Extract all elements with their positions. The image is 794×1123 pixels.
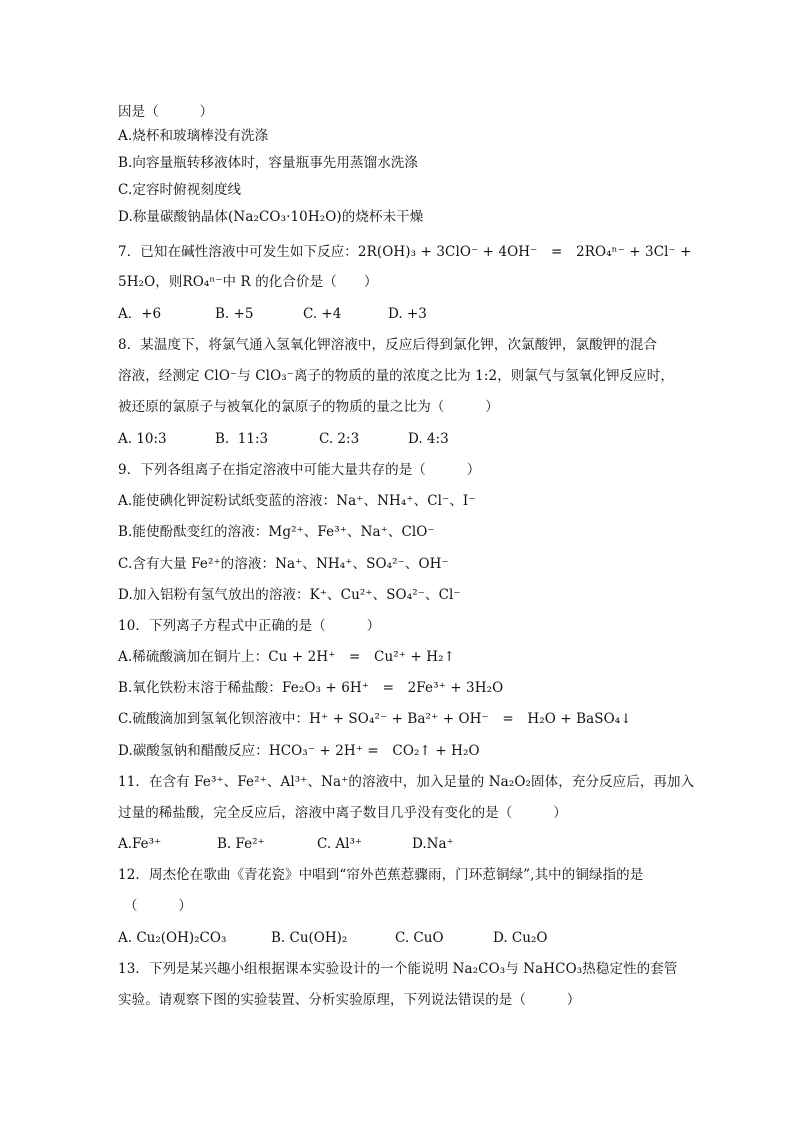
option-b: B. Cu(OH)₂ (271, 930, 348, 946)
option-line: B.氧化铁粉末溶于稀盐酸：Fe₂O₃ + 6H⁺ = 2Fe³⁺ + 3H₂O (118, 680, 504, 696)
option-c: C. Al³⁺ (317, 836, 363, 852)
question-13-text: 实验。请观察下图的实验装置、分析实验原理，下列说法错误的是（ ） (118, 992, 581, 1008)
option-line: B.能使酚酞变红的溶液：Mg²⁺、Fe³⁺、Na⁺、ClO⁻ (118, 524, 435, 540)
question-11-text: 过量的稀盐酸，完全反应后，溶液中离子数目几乎没有变化的是（ ） (118, 805, 567, 821)
option-line: C.含有大量 Fe²⁺的溶液：Na⁺、NH₄⁺、SO₄²⁻、OH⁻ (118, 556, 449, 572)
option-line: A.烧杯和玻璃棒没有洗涤 (118, 128, 269, 144)
option-line: D.加入铝粉有氢气放出的溶液：K⁺、Cu²⁺、SO₄²⁻、Cl⁻ (118, 587, 461, 603)
option-b: B. Fe²⁺ (217, 836, 265, 852)
option-c: C. +4 (303, 306, 342, 322)
option-line: A.稀硫酸滴加在铜片上：Cu + 2H⁺ = Cu²⁺ + H₂↑ (118, 649, 456, 665)
option-line: D.碳酸氢钠和醋酸反应：HCO₃⁻ + 2H⁺ = CO₂↑ + H₂O (118, 743, 480, 759)
question-10-text: 10．下列离子方程式中正确的是（ ） (118, 618, 381, 634)
option-d: D. 4:3 (408, 431, 449, 447)
option-d: D. +3 (388, 306, 427, 322)
option-a: A. Cu₂(OH)₂CO₃ (118, 930, 227, 946)
question-9-text: 9．下列各组离子在指定溶液中可能大量共存的是（ ） (118, 462, 481, 478)
option-line: C.定容时俯视刻度线 (118, 182, 242, 198)
question-8-text: 8．某温度下，将氯气通入氢氧化钾溶液中，反应后得到氯化钾，次氯酸钾，氯酸钾的混合 (118, 337, 658, 353)
option-line: D.称量碳酸钠晶体(Na₂CO₃·10H₂O)的烧杯未干燥 (118, 209, 424, 225)
option-c: C. 2:3 (319, 431, 360, 447)
option-line: C.硫酸滴加到氢氧化钡溶液中：H⁺ + SO₄²⁻ + Ba²⁺ + OH⁻ = H₂O + BaSO₄↓ (118, 711, 632, 727)
option-a: A.Fe³⁺ (118, 836, 162, 852)
question-7-text: 5H₂O，则RO₄ⁿ⁻中 R 的化合价是（ ） (118, 274, 378, 290)
question-11-text: 11．在含有 Fe³⁺、Fe²⁺、Al³⁺、Na⁺的溶液中，加入足量的 Na₂O₂固体，充分反应后，再加入 (118, 774, 695, 790)
option-d: D.Na⁺ (412, 836, 454, 852)
option-d: D. Cu₂O (493, 930, 548, 946)
question-12-text: 12．周杰伦在歌曲《青花瓷》中唱到“帘外芭蕉惹骤雨，门环惹铜绿”,其中的铜绿指的是 (118, 867, 644, 883)
question-8-text: 被还原的氯原子与被氧化的氯原子的物质的量之比为（ ） (118, 399, 499, 415)
answer-blank: （ ） (124, 898, 192, 914)
question-13-text: 13．下列是某兴趣小组根据课本实验设计的一个能说明 Na₂CO₃与 NaHCO₃热稳定性的套管 (118, 961, 678, 977)
option-line: A.能使碘化钾淀粉试纸变蓝的溶液：Na⁺、NH₄⁺、Cl⁻、I⁻ (118, 493, 476, 509)
option-a: A．+6 (118, 306, 162, 322)
question-8-text: 溶液，经测定 ClO⁻与 ClO₃⁻离子的物质的量的浓度之比为 1:2，则氯气与氢氧化钾反应时， (118, 368, 674, 384)
option-c: C. CuO (395, 930, 444, 946)
option-a: A. 10:3 (118, 431, 167, 447)
option-line: B.向容量瓶转移液体时，容量瓶事先用蒸馏水洗涤 (118, 155, 419, 171)
text-line: 因是（ ） (118, 104, 214, 120)
option-b: B. +5 (215, 306, 254, 322)
question-7-text: 7．已知在碱性溶液中可发生如下反应：2R(OH)₃ + 3ClO⁻ + 4OH⁻ = 2RO₄ⁿ⁻ + 3Cl⁻ + (118, 244, 692, 260)
option-b: B. 11:3 (215, 431, 269, 447)
